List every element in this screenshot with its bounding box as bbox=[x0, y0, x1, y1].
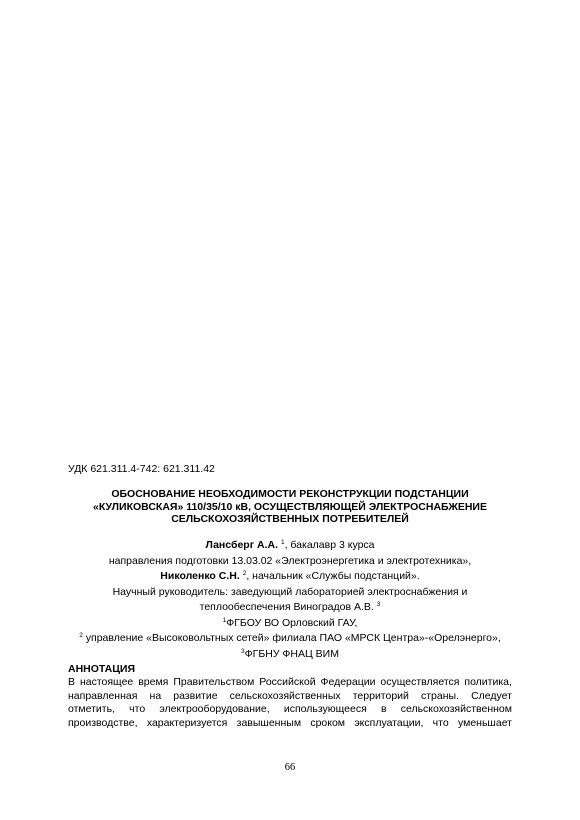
annotation-word: использующееся bbox=[283, 703, 367, 715]
annotation-line bbox=[68, 703, 512, 717]
annotation-word: производстве, bbox=[68, 716, 138, 729]
author1-name: Лансберг А.А. bbox=[205, 539, 279, 551]
title-line: СЕЛЬСКОХОЗЯЙСТВЕННЫХ ПОТРЕБИТЕЛЕЙ bbox=[171, 513, 409, 525]
annotation-word: Российской bbox=[259, 676, 316, 688]
annotation-word: сельскохозяйственных bbox=[229, 689, 341, 702]
annotation-word: завышенным bbox=[236, 716, 302, 729]
author2-name: Николенко С.Н. bbox=[160, 570, 240, 582]
annotation-word: что bbox=[432, 716, 449, 729]
affiliation-3-superscript: 3 bbox=[241, 647, 245, 655]
author1-role: , бакалавр 3 курса bbox=[284, 539, 375, 551]
supervisor-superscript: 3 bbox=[376, 601, 381, 608]
author2-line bbox=[68, 569, 512, 585]
annotation-word: сельскохозяйственном bbox=[400, 703, 512, 715]
authors-block bbox=[68, 538, 512, 662]
author1-direction: направления подготовки 13.03.02 «Электроэнергетика и электротехника», bbox=[108, 554, 472, 567]
annotation-word: характеризуется bbox=[146, 716, 228, 729]
annotation-word: осуществляется bbox=[380, 676, 460, 688]
affiliation-3 bbox=[68, 647, 512, 663]
annotation-word: настоящее bbox=[79, 676, 134, 688]
annotation-word: эксплуатации, bbox=[354, 716, 424, 729]
annotation-word: Федерации bbox=[320, 676, 376, 688]
annotation-word: сроком bbox=[310, 716, 346, 729]
udc-code: УДК 621.311.4-742: 621.311.42 bbox=[68, 463, 215, 475]
annotation-word: что bbox=[129, 703, 146, 715]
annotation-word: Правительством bbox=[173, 676, 255, 688]
title-line: «КУЛИКОВСКАЯ» 110/35/10 кВ, ОСУЩЕСТВЛЯЮЩЕЙ ЭЛЕКТРОСНАБЖЕНИЕ bbox=[93, 500, 487, 513]
affiliation-2 bbox=[68, 631, 512, 647]
annotation-body bbox=[68, 676, 512, 730]
annotation-word: территорий bbox=[352, 689, 409, 702]
affiliation-3-text: ФГБНУ ФНАЦ ВИМ bbox=[244, 647, 339, 660]
annotation-word: Следует bbox=[471, 689, 512, 702]
author1-line bbox=[68, 538, 512, 554]
annotation-word: время bbox=[138, 676, 169, 688]
annotation-word: уменьшает bbox=[457, 716, 512, 729]
annotation-word: страны. bbox=[421, 689, 460, 702]
page-number: 66 bbox=[284, 762, 296, 773]
affiliation-2-text: управление «Высоковольтных сетей» филиала ПАО «МРСК Центра»-«Орелэнерго», bbox=[82, 632, 501, 644]
annotation-line bbox=[68, 690, 512, 704]
annotation-word: в bbox=[380, 703, 387, 715]
annotation-line bbox=[68, 676, 512, 690]
annotation-word: политика, bbox=[464, 676, 512, 688]
author2-superscript: 2 bbox=[242, 570, 247, 577]
affiliation-1-text: ФГБОУ ВО Орловский ГАУ, bbox=[226, 616, 358, 629]
annotation-line bbox=[68, 717, 512, 731]
annotation-word: развитие bbox=[173, 689, 218, 702]
title-line: ОБОСНОВАНИЕ НЕОБХОДИМОСТИ РЕКОНСТРУКЦИИ ПОДСТАНЦИИ bbox=[111, 488, 469, 500]
supervisor-name: теплообеспечения Виноградов А.В. bbox=[199, 601, 374, 613]
annotation-word: отметить, bbox=[68, 703, 115, 715]
annotation-word: электрооборудование, bbox=[159, 703, 270, 715]
affiliation-2-superscript: 2 bbox=[79, 632, 83, 639]
affiliation-1 bbox=[68, 616, 512, 632]
supervisor-line-2 bbox=[68, 600, 512, 616]
author1-superscript: 1 bbox=[280, 539, 285, 546]
author2-role: , начальник «Службы подстанций». bbox=[246, 570, 420, 582]
supervisor-line-1: Научный руководитель: заведующий лабораторией электроснабжения и bbox=[112, 585, 468, 598]
paper-title bbox=[68, 488, 512, 526]
annotation-word: направленная bbox=[68, 689, 138, 702]
annotation-heading: АННОТАЦИЯ bbox=[68, 663, 136, 675]
affiliation-1-superscript: 1 bbox=[222, 616, 227, 624]
annotation-word: на bbox=[149, 689, 162, 702]
annotation-word: В bbox=[68, 676, 76, 688]
